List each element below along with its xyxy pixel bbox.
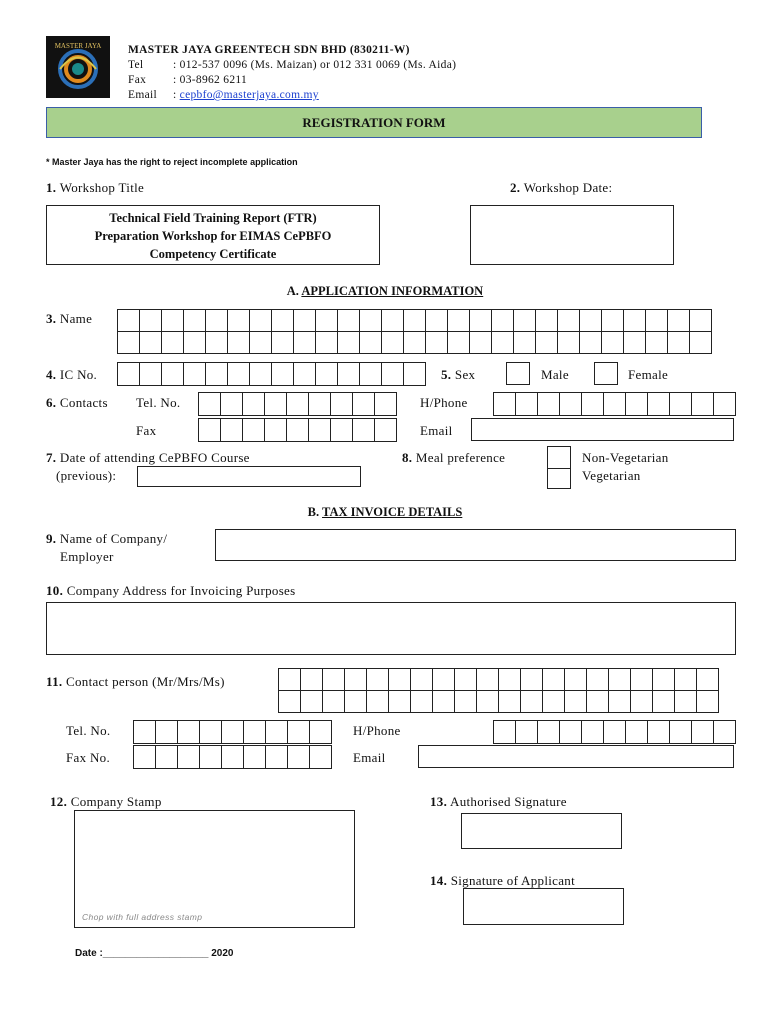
applicant-signature-field[interactable] bbox=[463, 888, 624, 925]
meal-label bbox=[402, 450, 505, 466]
email-line bbox=[173, 88, 319, 102]
hphone-grid[interactable] bbox=[493, 392, 736, 416]
name-label bbox=[46, 311, 92, 327]
section-b-title bbox=[0, 505, 770, 520]
section-b-prefix: B. bbox=[307, 505, 323, 519]
char-box[interactable] bbox=[537, 392, 560, 416]
contact-person-text: Contact person (Mr/Mrs/Ms) bbox=[66, 674, 225, 689]
authorised-signature-num: 13. bbox=[430, 794, 448, 809]
char-box[interactable] bbox=[493, 392, 516, 416]
char-box[interactable] bbox=[647, 720, 670, 744]
char-box[interactable] bbox=[669, 720, 692, 744]
contact-fax-grid[interactable] bbox=[133, 745, 332, 769]
tel-no-label: Tel. No. bbox=[136, 395, 181, 410]
char-box[interactable] bbox=[220, 418, 243, 442]
char-box[interactable] bbox=[493, 720, 516, 744]
company-stamp-label bbox=[50, 794, 162, 810]
char-box[interactable] bbox=[330, 392, 353, 416]
date-attending-num: 7. bbox=[46, 450, 57, 465]
char-box[interactable] bbox=[608, 690, 631, 713]
char-box[interactable] bbox=[586, 668, 609, 691]
char-box[interactable] bbox=[139, 331, 162, 354]
char-box[interactable] bbox=[278, 690, 301, 713]
char-box[interactable] bbox=[221, 720, 244, 744]
char-box[interactable] bbox=[410, 668, 433, 691]
char-box[interactable] bbox=[287, 745, 310, 769]
char-box[interactable] bbox=[425, 331, 448, 354]
char-box[interactable] bbox=[352, 418, 375, 442]
char-box[interactable] bbox=[133, 745, 156, 769]
ic-text: IC No. bbox=[59, 367, 98, 382]
char-box[interactable] bbox=[388, 668, 411, 691]
char-box[interactable] bbox=[366, 690, 389, 713]
char-box[interactable] bbox=[667, 309, 690, 332]
sex-text: Sex bbox=[454, 367, 476, 382]
char-box[interactable] bbox=[535, 309, 558, 332]
section-b-heading: TAX INVOICE DETAILS bbox=[322, 505, 463, 519]
date-attending-label bbox=[46, 450, 250, 466]
char-box[interactable] bbox=[139, 362, 162, 386]
char-box[interactable] bbox=[309, 745, 332, 769]
char-box[interactable] bbox=[652, 668, 675, 691]
char-box[interactable] bbox=[454, 690, 477, 713]
char-box[interactable] bbox=[447, 331, 470, 354]
char-box[interactable] bbox=[205, 309, 228, 332]
workshop-date-num: 2. bbox=[510, 180, 521, 195]
char-box[interactable] bbox=[264, 392, 287, 416]
char-box[interactable] bbox=[243, 745, 266, 769]
char-box[interactable] bbox=[691, 392, 714, 416]
char-box[interactable] bbox=[322, 690, 345, 713]
char-box[interactable] bbox=[713, 392, 736, 416]
char-box[interactable] bbox=[625, 720, 648, 744]
char-box[interactable] bbox=[286, 418, 309, 442]
company-stamp-text: Company Stamp bbox=[70, 794, 162, 809]
char-box[interactable] bbox=[586, 690, 609, 713]
char-box[interactable] bbox=[278, 668, 301, 691]
char-box[interactable] bbox=[198, 392, 221, 416]
char-box[interactable] bbox=[300, 690, 323, 713]
char-box[interactable] bbox=[286, 392, 309, 416]
company-address-field[interactable] bbox=[46, 602, 736, 655]
char-box[interactable] bbox=[315, 331, 338, 354]
char-box[interactable] bbox=[117, 331, 140, 354]
char-box[interactable] bbox=[359, 309, 382, 332]
company-address-num: 10. bbox=[46, 583, 64, 598]
char-box[interactable] bbox=[581, 392, 604, 416]
char-box[interactable] bbox=[330, 418, 353, 442]
company-name-label bbox=[46, 531, 167, 547]
fax-grid[interactable] bbox=[198, 418, 397, 442]
authorised-signature-text: Authorised Signature bbox=[450, 794, 567, 809]
char-box[interactable] bbox=[374, 418, 397, 442]
char-box[interactable] bbox=[403, 331, 426, 354]
char-box[interactable] bbox=[155, 720, 178, 744]
char-box[interactable] bbox=[359, 331, 382, 354]
char-box[interactable] bbox=[271, 309, 294, 332]
male-label: Male bbox=[541, 367, 569, 382]
char-box[interactable] bbox=[287, 720, 310, 744]
meal-num: 8. bbox=[402, 450, 413, 465]
char-box[interactable] bbox=[161, 309, 184, 332]
workshop-date-text: Workshop Date: bbox=[523, 180, 613, 195]
char-box[interactable] bbox=[205, 362, 228, 386]
email-prefix: : bbox=[173, 89, 180, 101]
name-grid-row-2[interactable] bbox=[117, 331, 712, 354]
char-box[interactable] bbox=[535, 331, 558, 354]
contact-email-field[interactable] bbox=[418, 745, 734, 768]
char-box[interactable] bbox=[432, 690, 455, 713]
char-box[interactable] bbox=[674, 690, 697, 713]
char-box[interactable] bbox=[447, 309, 470, 332]
char-box[interactable] bbox=[388, 690, 411, 713]
char-box[interactable] bbox=[579, 309, 602, 332]
char-box[interactable] bbox=[344, 690, 367, 713]
fax-label: Fax bbox=[128, 74, 147, 86]
female-label: Female bbox=[628, 367, 669, 382]
ic-grid[interactable] bbox=[117, 362, 426, 386]
char-box[interactable] bbox=[476, 690, 499, 713]
char-box[interactable] bbox=[117, 309, 140, 332]
char-box[interactable] bbox=[603, 392, 626, 416]
male-checkbox[interactable] bbox=[506, 362, 530, 385]
company-address-text: Company Address for Invoicing Purposes bbox=[66, 583, 296, 598]
authorised-signature-field[interactable] bbox=[461, 813, 622, 849]
contacts-num: 6. bbox=[46, 395, 57, 410]
char-box[interactable] bbox=[265, 720, 288, 744]
stamp-hint: Chop with full address stamp bbox=[82, 912, 203, 922]
char-box[interactable] bbox=[249, 362, 272, 386]
char-box[interactable] bbox=[199, 745, 222, 769]
char-box[interactable] bbox=[271, 331, 294, 354]
applicant-signature-label bbox=[430, 873, 575, 889]
contact-person-grid-row-1[interactable] bbox=[278, 668, 719, 691]
char-box[interactable] bbox=[161, 331, 184, 354]
char-box[interactable] bbox=[623, 331, 646, 354]
char-box[interactable] bbox=[498, 668, 521, 691]
char-box[interactable] bbox=[271, 362, 294, 386]
char-box[interactable] bbox=[608, 668, 631, 691]
char-box[interactable] bbox=[559, 720, 582, 744]
char-box[interactable] bbox=[696, 668, 719, 691]
char-box[interactable] bbox=[249, 309, 272, 332]
contact-person-num: 11. bbox=[46, 674, 63, 689]
char-box[interactable] bbox=[689, 331, 712, 354]
char-box[interactable] bbox=[221, 745, 244, 769]
char-box[interactable] bbox=[155, 745, 178, 769]
email-label: Email bbox=[128, 89, 157, 101]
char-box[interactable] bbox=[293, 309, 316, 332]
char-box[interactable] bbox=[249, 331, 272, 354]
char-box[interactable] bbox=[491, 331, 514, 354]
authorised-signature-label bbox=[430, 794, 567, 810]
char-box[interactable] bbox=[183, 309, 206, 332]
workshop-title-num: 1. bbox=[46, 180, 57, 195]
company-name-num: 9. bbox=[46, 531, 57, 546]
char-box[interactable] bbox=[308, 392, 331, 416]
company-address-label bbox=[46, 583, 296, 599]
char-box[interactable] bbox=[491, 309, 514, 332]
email-label-contacts: Email bbox=[420, 423, 453, 438]
char-box[interactable] bbox=[667, 331, 690, 354]
char-box[interactable] bbox=[542, 690, 565, 713]
char-box[interactable] bbox=[198, 418, 221, 442]
date-line: Date :___________________ 2020 bbox=[75, 948, 234, 959]
char-box[interactable] bbox=[645, 331, 668, 354]
hphone-label: H/Phone bbox=[420, 395, 468, 410]
meal-text: Meal preference bbox=[415, 450, 506, 465]
contact-person-grid-row-2[interactable] bbox=[278, 690, 719, 713]
applicant-signature-num: 14. bbox=[430, 873, 448, 888]
char-box[interactable] bbox=[564, 668, 587, 691]
char-box[interactable] bbox=[183, 362, 206, 386]
ic-num: 4. bbox=[46, 367, 57, 382]
char-box[interactable] bbox=[625, 392, 648, 416]
char-box[interactable] bbox=[647, 392, 670, 416]
fax-label-contacts: Fax bbox=[136, 423, 157, 438]
char-box[interactable] bbox=[205, 331, 228, 354]
logo-text: MASTER JAYA bbox=[54, 42, 102, 50]
applicant-signature-text: Signature of Applicant bbox=[450, 873, 576, 888]
date-attending-field[interactable] bbox=[137, 466, 361, 487]
char-box[interactable] bbox=[713, 720, 736, 744]
workshop-date-label bbox=[510, 180, 612, 196]
veg-checkbox[interactable] bbox=[547, 468, 571, 489]
section-a-prefix: A. bbox=[286, 284, 302, 298]
char-box[interactable] bbox=[309, 720, 332, 744]
contact-tel-label: Tel. No. bbox=[66, 723, 111, 738]
tel-label: Tel bbox=[128, 59, 144, 71]
char-box[interactable] bbox=[315, 309, 338, 332]
email-field[interactable] bbox=[471, 418, 734, 441]
char-box[interactable] bbox=[344, 668, 367, 691]
char-box[interactable] bbox=[513, 309, 536, 332]
char-box[interactable] bbox=[139, 309, 162, 332]
char-box[interactable] bbox=[515, 392, 538, 416]
char-box[interactable] bbox=[674, 668, 697, 691]
sex-num: 5. bbox=[441, 367, 452, 382]
char-box[interactable] bbox=[630, 690, 653, 713]
char-box[interactable] bbox=[242, 418, 265, 442]
char-box[interactable] bbox=[381, 331, 404, 354]
char-box[interactable] bbox=[689, 309, 712, 332]
char-box[interactable] bbox=[177, 720, 200, 744]
fax-value: : 03-8962 6211 bbox=[173, 74, 248, 86]
veg-label: Vegetarian bbox=[582, 468, 641, 483]
char-box[interactable] bbox=[220, 392, 243, 416]
char-box[interactable] bbox=[403, 362, 426, 386]
non-veg-label: Non-Vegetarian bbox=[582, 450, 669, 465]
sex-label bbox=[441, 367, 475, 383]
char-box[interactable] bbox=[557, 309, 580, 332]
char-box[interactable] bbox=[557, 331, 580, 354]
char-box[interactable] bbox=[293, 331, 316, 354]
email-link[interactable]: cepbfo@masterjaya.com.my bbox=[179, 89, 319, 101]
company-stamp-num: 12. bbox=[50, 794, 68, 809]
contact-person-label bbox=[46, 674, 225, 690]
char-box[interactable] bbox=[293, 362, 316, 386]
company-stamp-field[interactable] bbox=[74, 810, 355, 928]
char-box[interactable] bbox=[498, 690, 521, 713]
char-box[interactable] bbox=[227, 331, 250, 354]
company-logo bbox=[46, 36, 110, 98]
char-box[interactable] bbox=[352, 392, 375, 416]
char-box[interactable] bbox=[630, 668, 653, 691]
date-attending-label-2: (previous): bbox=[56, 468, 117, 483]
char-box[interactable] bbox=[374, 392, 397, 416]
non-veg-checkbox[interactable] bbox=[547, 446, 571, 469]
logo-graphic bbox=[46, 36, 110, 98]
workshop-title-line1: Technical Field Training Report (FTR) bbox=[109, 211, 317, 225]
char-box[interactable] bbox=[432, 668, 455, 691]
name-text: Name bbox=[59, 311, 93, 326]
workshop-title-label bbox=[46, 180, 144, 196]
company-name-field[interactable] bbox=[215, 529, 736, 561]
char-box[interactable] bbox=[359, 362, 382, 386]
char-box[interactable] bbox=[469, 331, 492, 354]
char-box[interactable] bbox=[520, 690, 543, 713]
ic-label bbox=[46, 367, 97, 383]
char-box[interactable] bbox=[199, 720, 222, 744]
date-attending-text: Date of attending CePBFO Course bbox=[59, 450, 250, 465]
char-box[interactable] bbox=[696, 690, 719, 713]
char-box[interactable] bbox=[559, 392, 582, 416]
char-box[interactable] bbox=[315, 362, 338, 386]
char-box[interactable] bbox=[403, 309, 426, 332]
workshop-title-text: Workshop Title bbox=[59, 180, 145, 195]
workshop-title-line2: Preparation Workshop for EIMAS CePBFO bbox=[94, 229, 332, 243]
char-box[interactable] bbox=[243, 720, 266, 744]
char-box[interactable] bbox=[337, 362, 360, 386]
company-name-text: Name of Company/ bbox=[59, 531, 168, 546]
char-box[interactable] bbox=[322, 668, 345, 691]
tel-grid[interactable] bbox=[198, 392, 397, 416]
char-box[interactable] bbox=[337, 309, 360, 332]
contact-hphone-label: H/Phone bbox=[353, 723, 401, 738]
char-box[interactable] bbox=[133, 720, 156, 744]
char-box[interactable] bbox=[476, 668, 499, 691]
char-box[interactable] bbox=[265, 745, 288, 769]
name-grid-row-1[interactable] bbox=[117, 309, 712, 332]
char-box[interactable] bbox=[381, 309, 404, 332]
char-box[interactable] bbox=[537, 720, 560, 744]
char-box[interactable] bbox=[117, 362, 140, 386]
section-a-title bbox=[0, 284, 770, 299]
char-box[interactable] bbox=[623, 309, 646, 332]
char-box[interactable] bbox=[581, 720, 604, 744]
workshop-date-field[interactable] bbox=[470, 205, 674, 265]
char-box[interactable] bbox=[227, 362, 250, 386]
char-box[interactable] bbox=[520, 668, 543, 691]
company-name: MASTER JAYA GREENTECH SDN BHD (830211-W) bbox=[128, 44, 410, 56]
section-a-heading: APPLICATION INFORMATION bbox=[301, 284, 484, 298]
char-box[interactable] bbox=[242, 392, 265, 416]
char-box[interactable] bbox=[579, 331, 602, 354]
char-box[interactable] bbox=[410, 690, 433, 713]
char-box[interactable] bbox=[601, 331, 624, 354]
char-box[interactable] bbox=[603, 720, 626, 744]
char-box[interactable] bbox=[264, 418, 287, 442]
char-box[interactable] bbox=[337, 331, 360, 354]
contacts-text: Contacts bbox=[59, 395, 108, 410]
char-box[interactable] bbox=[300, 668, 323, 691]
char-box[interactable] bbox=[308, 418, 331, 442]
contact-tel-grid[interactable] bbox=[133, 720, 332, 744]
rejection-notice: * Master Jaya has the right to reject incomplete application bbox=[46, 157, 298, 167]
char-box[interactable] bbox=[469, 309, 492, 332]
tel-value: : 012-537 0096 (Ms. Maizan) or 012 331 0069 (Ms. Aida) bbox=[173, 59, 457, 71]
contact-hphone-grid[interactable] bbox=[493, 720, 736, 744]
char-box[interactable] bbox=[161, 362, 184, 386]
char-box[interactable] bbox=[227, 309, 250, 332]
char-box[interactable] bbox=[513, 331, 536, 354]
char-box[interactable] bbox=[183, 331, 206, 354]
form-title: REGISTRATION FORM bbox=[46, 107, 702, 138]
char-box[interactable] bbox=[645, 309, 668, 332]
char-box[interactable] bbox=[425, 309, 448, 332]
char-box[interactable] bbox=[515, 720, 538, 744]
contact-fax-label: Fax No. bbox=[66, 750, 110, 765]
company-name-label-2: Employer bbox=[60, 549, 114, 564]
female-checkbox[interactable] bbox=[594, 362, 618, 385]
char-box[interactable] bbox=[691, 720, 714, 744]
workshop-title-line3: Competency Certificate bbox=[149, 247, 277, 261]
char-box[interactable] bbox=[177, 745, 200, 769]
char-box[interactable] bbox=[601, 309, 624, 332]
char-box[interactable] bbox=[542, 668, 565, 691]
name-num: 3. bbox=[46, 311, 57, 326]
char-box[interactable] bbox=[366, 668, 389, 691]
char-box[interactable] bbox=[652, 690, 675, 713]
char-box[interactable] bbox=[381, 362, 404, 386]
char-box[interactable] bbox=[669, 392, 692, 416]
char-box[interactable] bbox=[564, 690, 587, 713]
contact-email-label: Email bbox=[353, 750, 386, 765]
contacts-label bbox=[46, 395, 108, 411]
char-box[interactable] bbox=[454, 668, 477, 691]
workshop-title-box bbox=[46, 205, 380, 265]
